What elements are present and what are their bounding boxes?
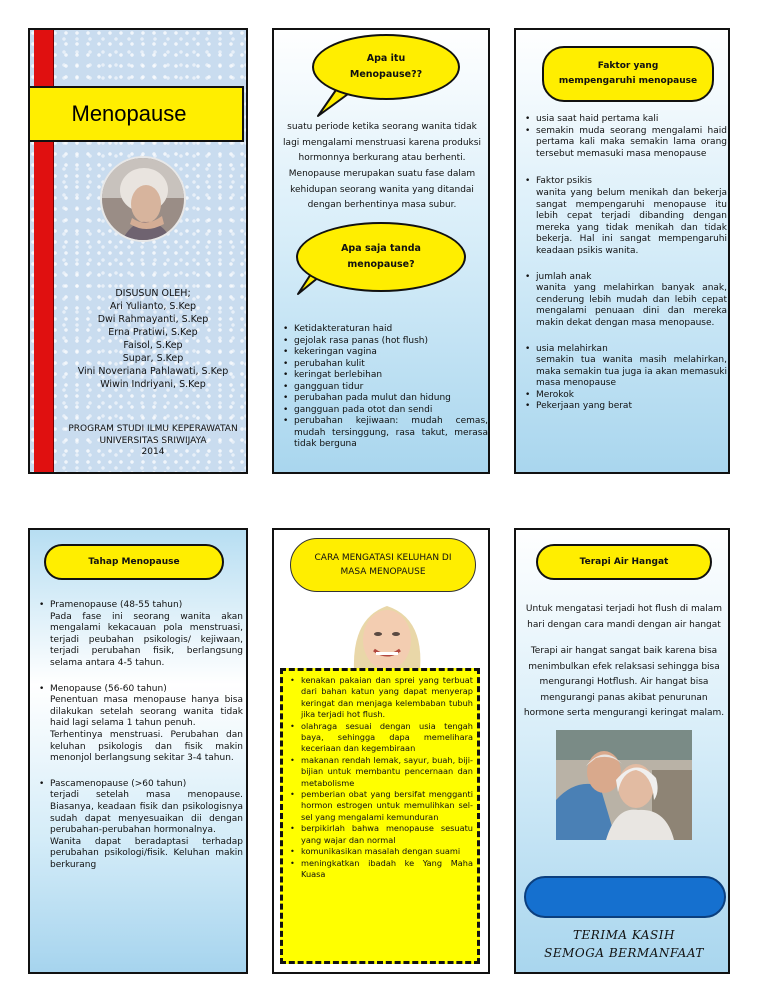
- program-name: PROGRAM STUDI ILMU KEPERAWATAN: [68, 424, 238, 434]
- list-item: • gejolak rasa panas (hot flush): [282, 336, 488, 348]
- author-name: Faisol, S.Kep: [123, 340, 183, 351]
- factor-desc: semakin tua wanita masih melahirkan, maka semakin tua juga ia akan memasuki masa menopause: [536, 355, 727, 389]
- therapy-panel: [514, 528, 730, 974]
- list-item: • kekeringan vagina: [282, 347, 488, 359]
- list-item: • Pekerjaan yang berat: [524, 401, 727, 413]
- author-name: Vini Noveriana Pahlawati, S.Kep: [77, 366, 229, 377]
- prepared-by-label: DISUSUN OLEH;: [115, 288, 191, 299]
- smiling-woman-photo: [312, 598, 462, 670]
- stages-heading-pill: [44, 544, 224, 580]
- list-item: [524, 176, 727, 257]
- author-name: Dwi Rahmayanti, S.Kep: [97, 314, 209, 325]
- list-item: • gangguan pada otot dan sendi: [282, 405, 488, 417]
- list-item: [38, 779, 243, 872]
- stage-text: Pada fase ini seorang wanita akan mengalami kekacauan pola menstruasi, terjadi peubahan psikologis/ kejiwaan, terjadi perubahan fisik, berlangsung selama antara 4-5 tahun.: [50, 611, 243, 668]
- what-is-heading: Apa itu Menopause??: [349, 53, 423, 80]
- author-name: Wiwin Indriyani, S.Kep: [100, 379, 206, 390]
- factors-panel: [514, 28, 730, 474]
- therapy-paragraph-1: Untuk mengatasi terjadi hot flush di malam hari dengan cara mandi dengan air hangat: [525, 604, 723, 630]
- stages-list: [38, 600, 243, 871]
- list-item: • gangguan tidur: [282, 382, 488, 394]
- factor-title: Faktor psikis: [536, 176, 592, 187]
- list-item: • olahraga sesuai dengan usia tengah baya, sehingga dapa memelihara keceriaan dan kegembiraan: [289, 721, 473, 755]
- factors-heading: Faktor yang mempengaruhi menopause: [558, 61, 698, 86]
- therapy-paragraph-2: Terapi air hangat sangat baik karena bisa menimbulkan efek relaksasi sehingga bisa mengurangi Hotflush. Air hangat bisa mengurangi panas akibat penurunan hormone serta mengurangi keringat malam.: [523, 646, 725, 718]
- hope-useful-text: SEMOGA BERMANFAAT: [544, 946, 704, 960]
- stage-title: • Menopause (56-60 tahun): [50, 683, 167, 694]
- stages-panel: [28, 528, 248, 974]
- signs-heading: Apa saja tanda menopause?: [341, 243, 421, 270]
- list-item: [38, 684, 243, 765]
- list-item: • Ketidakteraturan haid: [282, 324, 488, 336]
- stages-heading: Tahap Menopause: [88, 556, 180, 567]
- list-item: [38, 600, 243, 670]
- stage-text: Wanita dapat beradaptasi terhadap perubahan psikologi/fisik. Keluhan makin berkurang: [50, 836, 243, 870]
- factor-title: jumlah anak: [536, 271, 592, 282]
- author-name: Erna Pratiwi, S.Kep: [108, 327, 198, 338]
- author-name: Supar, S.Kep: [122, 353, 184, 364]
- list-item: • meningkatkan ibadah ke Yang Maha Kuasa: [289, 858, 473, 881]
- therapy-heading: Terapi Air Hangat: [579, 556, 669, 567]
- signs-bubble: [296, 222, 466, 292]
- what-is-bubble: [312, 34, 460, 100]
- blue-decorative-pill: [524, 876, 726, 918]
- list-item: • usia saat haid pertama kali: [524, 114, 727, 126]
- list-item: • komunikasikan masalah dengan suami: [289, 846, 473, 857]
- list-item: • perubahan kejiwaan: mudah cemas, mudah tersinggung, rasa takut, merasa tidak berguna: [282, 416, 488, 451]
- stage-title: • Pascamenopause (>60 tahun): [50, 778, 187, 789]
- author-name: Ari Yulianto, S.Kep: [109, 301, 197, 312]
- cover-panel: [28, 28, 248, 474]
- definition-paragraph-2: Menopause merupakan suatu fase dalam kehidupan seorang wanita yang ditandai dengan berhentinya masa subur.: [288, 169, 476, 210]
- definition-panel: [272, 28, 490, 474]
- factors-list: [524, 114, 727, 413]
- closing-message: [522, 926, 726, 962]
- list-item: • makanan rendah lemak, sayur, buah, biji-bijian untuk membantu pencernaan dan metabolisme: [289, 755, 473, 789]
- factor-desc: wanita yang belum menikah dan bekerja sangat mempengaruhi menopause itu lebih cepat terjadi dibanding dengan mereka yang tidak menikah dan tidak bekerja. Hal ini sangat mempengaruhi keadaan psikis wanita.: [536, 187, 727, 256]
- coping-heading-pill: [290, 538, 476, 592]
- older-woman-photo: [100, 156, 186, 242]
- stage-text: Penentuan masa menopause hanya bisa dilakukan setelah seorang wanita tidak haid lagi selama 1 tahun penuh.: [50, 695, 243, 729]
- stage-text: terjadi setelah masa menopause. Biasanya, keadaan fisik dan psikologisnya sudah dapat menyesuaikan dii dengan perubahan-perubahan hormonalnya.: [50, 790, 243, 836]
- signs-list: [282, 324, 488, 451]
- coping-tips-box: [280, 668, 480, 964]
- list-item: [524, 272, 727, 330]
- elderly-couple-photo: [556, 730, 692, 840]
- factors-heading-pill: [542, 46, 714, 102]
- institution-block: [56, 424, 248, 459]
- list-item: • kenakan pakaian dan sprei yang terbuat dari bahan katun yang dapat menyerap keringat dan menjaga kelembaban tubuh jika terjadi hot flush.: [289, 675, 473, 721]
- list-item: • perubahan pada mulut dan hidung: [282, 393, 488, 405]
- coping-heading: CARA MENGATASI KELUHAN DI MASA MENOPAUSE: [314, 553, 452, 577]
- cover-title: Menopause: [28, 86, 244, 142]
- thank-you-text: TERIMA KASIH: [573, 928, 675, 942]
- list-item: • berpikirlah bahwa menopause sesuatu yang wajar dan normal: [289, 823, 473, 846]
- factor-desc: wanita yang melahirkan banyak anak, cenderung lebih mudah dan lebih cepat mengalami penuaan dini dan mereka makin dekat dengan masa menopause.: [536, 283, 727, 328]
- stage-title: • Pramenopause (48-55 tahun): [50, 600, 183, 610]
- year: 2014: [141, 447, 165, 457]
- list-item: • Merokok: [524, 390, 727, 402]
- list-item: • pemberian obat yang bersifat mengganti hormon estrogen untuk memulihkan sel-sel yang mengalami kemunduran: [289, 789, 473, 823]
- authors-block: [56, 287, 248, 391]
- coping-list: [289, 675, 473, 880]
- factor-title: usia melahirkan: [536, 343, 608, 354]
- definition-paragraph-1: suatu periode ketika seorang wanita tidak lagi mengalami menstruasi karena produksi hormonnya berkurang atau berhenti.: [283, 122, 481, 163]
- list-item: • perubahan kulit: [282, 359, 488, 371]
- list-item: [524, 344, 727, 390]
- list-item: • keringat berlebihan: [282, 370, 488, 382]
- list-item: • semakin muda seorang mengalami haid pertama kali maka semakin lama orang tersebut memasuki masa menopause: [524, 126, 727, 161]
- university-name: UNIVERSITAS SRIWIJAYA: [99, 435, 207, 446]
- coping-panel: [272, 528, 490, 974]
- therapy-heading-pill: [536, 544, 712, 580]
- stage-text: Terhentinya menstruasi. Perubahan dan keluhan psikologis dan fisik makin menonjol berlangsung sekitar 3-4 tahun.: [50, 729, 243, 764]
